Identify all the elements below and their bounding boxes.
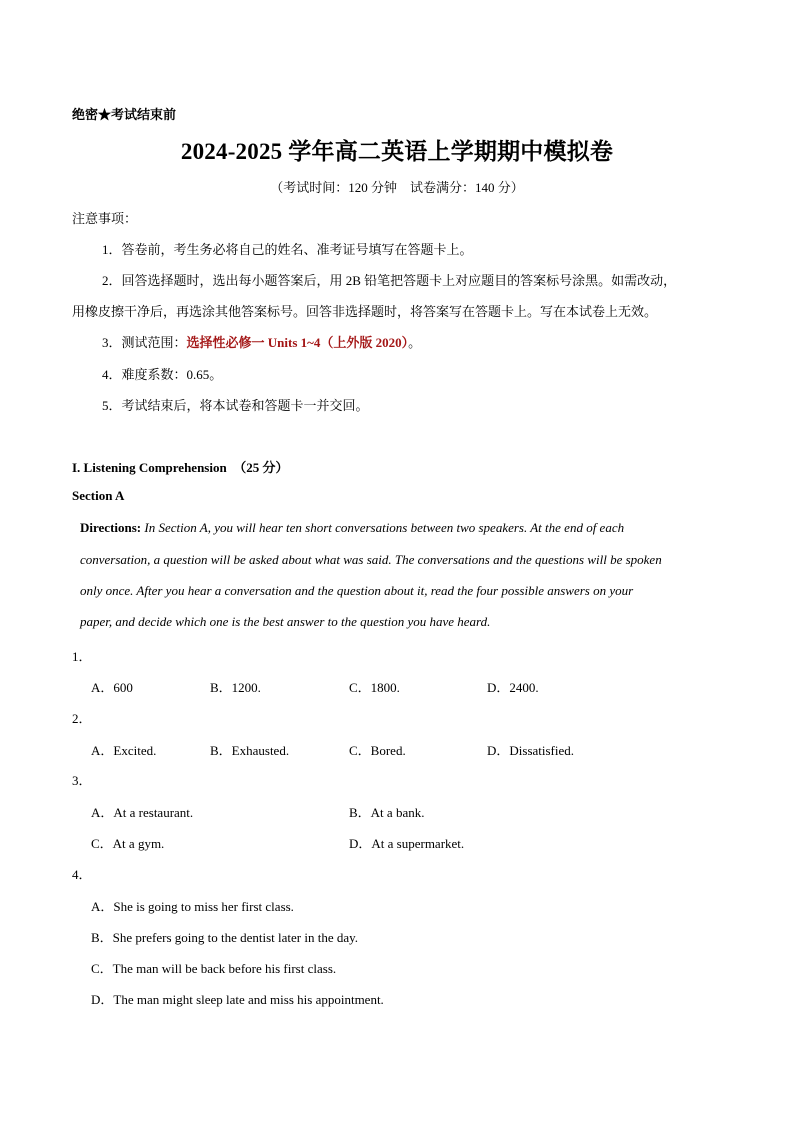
directions-text: In Section A, you will hear ten short conversations between two speakers. At the end of each — [144, 520, 625, 535]
note-item-3-suffix: 。 — [408, 335, 422, 350]
option-b: B．1200. — [210, 680, 261, 695]
option-c: C．The man will be back before his first class. — [91, 961, 337, 976]
option-a: A．At a restaurant. — [91, 805, 194, 820]
option-d: D．At a supermarket. — [349, 836, 465, 851]
directions-line-2 — [80, 552, 662, 568]
part-heading: I. Listening Comprehension （25 分） — [72, 460, 289, 475]
option-b: B．She prefers going to the dentist later in the day. — [91, 930, 359, 945]
option-a: A．600 — [91, 680, 133, 695]
directions-line-3 — [80, 583, 633, 599]
note-item-1: 1．答卷前，考生务必将自己的姓名、准考证号填写在答题卡上。 — [102, 242, 473, 257]
option-c: C．1800. — [349, 680, 400, 695]
directions-text: conversation, a question will be asked about what was said. The conversations and the questions will be spoken — [80, 552, 662, 567]
note-item-2: 2．回答选择题时，选出每小题答案后，用 2B 铅笔把答题卡上对应题目的答案标号涂黑。如需改动， — [102, 273, 677, 288]
section-heading: Section A — [72, 488, 125, 503]
note-item-3-prefix: 3．测试范围： — [102, 335, 187, 350]
option-b: B．At a bank. — [349, 805, 425, 820]
directions-label: Directions: — [80, 520, 142, 535]
note-item-4: 4．难度系数：0.65。 — [102, 367, 223, 382]
directions-text: paper, and decide which one is the best answer to the question you have heard. — [80, 614, 491, 629]
directions-line-4 — [80, 614, 490, 630]
confidential-label: 绝密★考试结束前 — [72, 107, 177, 122]
question-number: 1． — [72, 649, 92, 664]
option-d: D．2400. — [487, 680, 539, 695]
option-a: A．She is going to miss her first class. — [91, 899, 294, 914]
question-number: 4． — [72, 867, 92, 882]
directions-text: only once. After you hear a conversation and the question about it, read the four possible answers on your — [80, 583, 634, 598]
exam-meta: （考试时间：120 分钟 试卷满分：140 分） — [270, 180, 524, 195]
note-item-5: 5．考试结束后，将本试卷和答题卡一并交回。 — [102, 398, 369, 413]
note-item-3 — [102, 332, 421, 351]
test-scope: 选择性必修一 Units 1~4（上外版 2020） — [186, 335, 409, 350]
directions-line-1 — [80, 520, 624, 536]
notes-heading: 注意事项： — [72, 211, 138, 226]
option-c: C．At a gym. — [91, 836, 165, 851]
option-c: C．Bored. — [349, 743, 406, 758]
question-number: 2． — [72, 711, 92, 726]
note-item-2-continued: 用橡皮擦干净后，再选涂其他答案标号。回答非选择题时，将答案写在答题卡上。写在本试卷上无效。 — [72, 304, 658, 319]
option-d: D．Dissatisfied. — [487, 743, 575, 758]
option-d: D．The man might sleep late and miss his appointment. — [91, 992, 384, 1007]
option-b: B．Exhausted. — [210, 743, 290, 758]
question-number: 3． — [72, 773, 92, 788]
option-a: A．Excited. — [91, 743, 157, 758]
page-title: 2024-2025 学年高二英语上学期期中模拟卷 — [180, 139, 614, 164]
